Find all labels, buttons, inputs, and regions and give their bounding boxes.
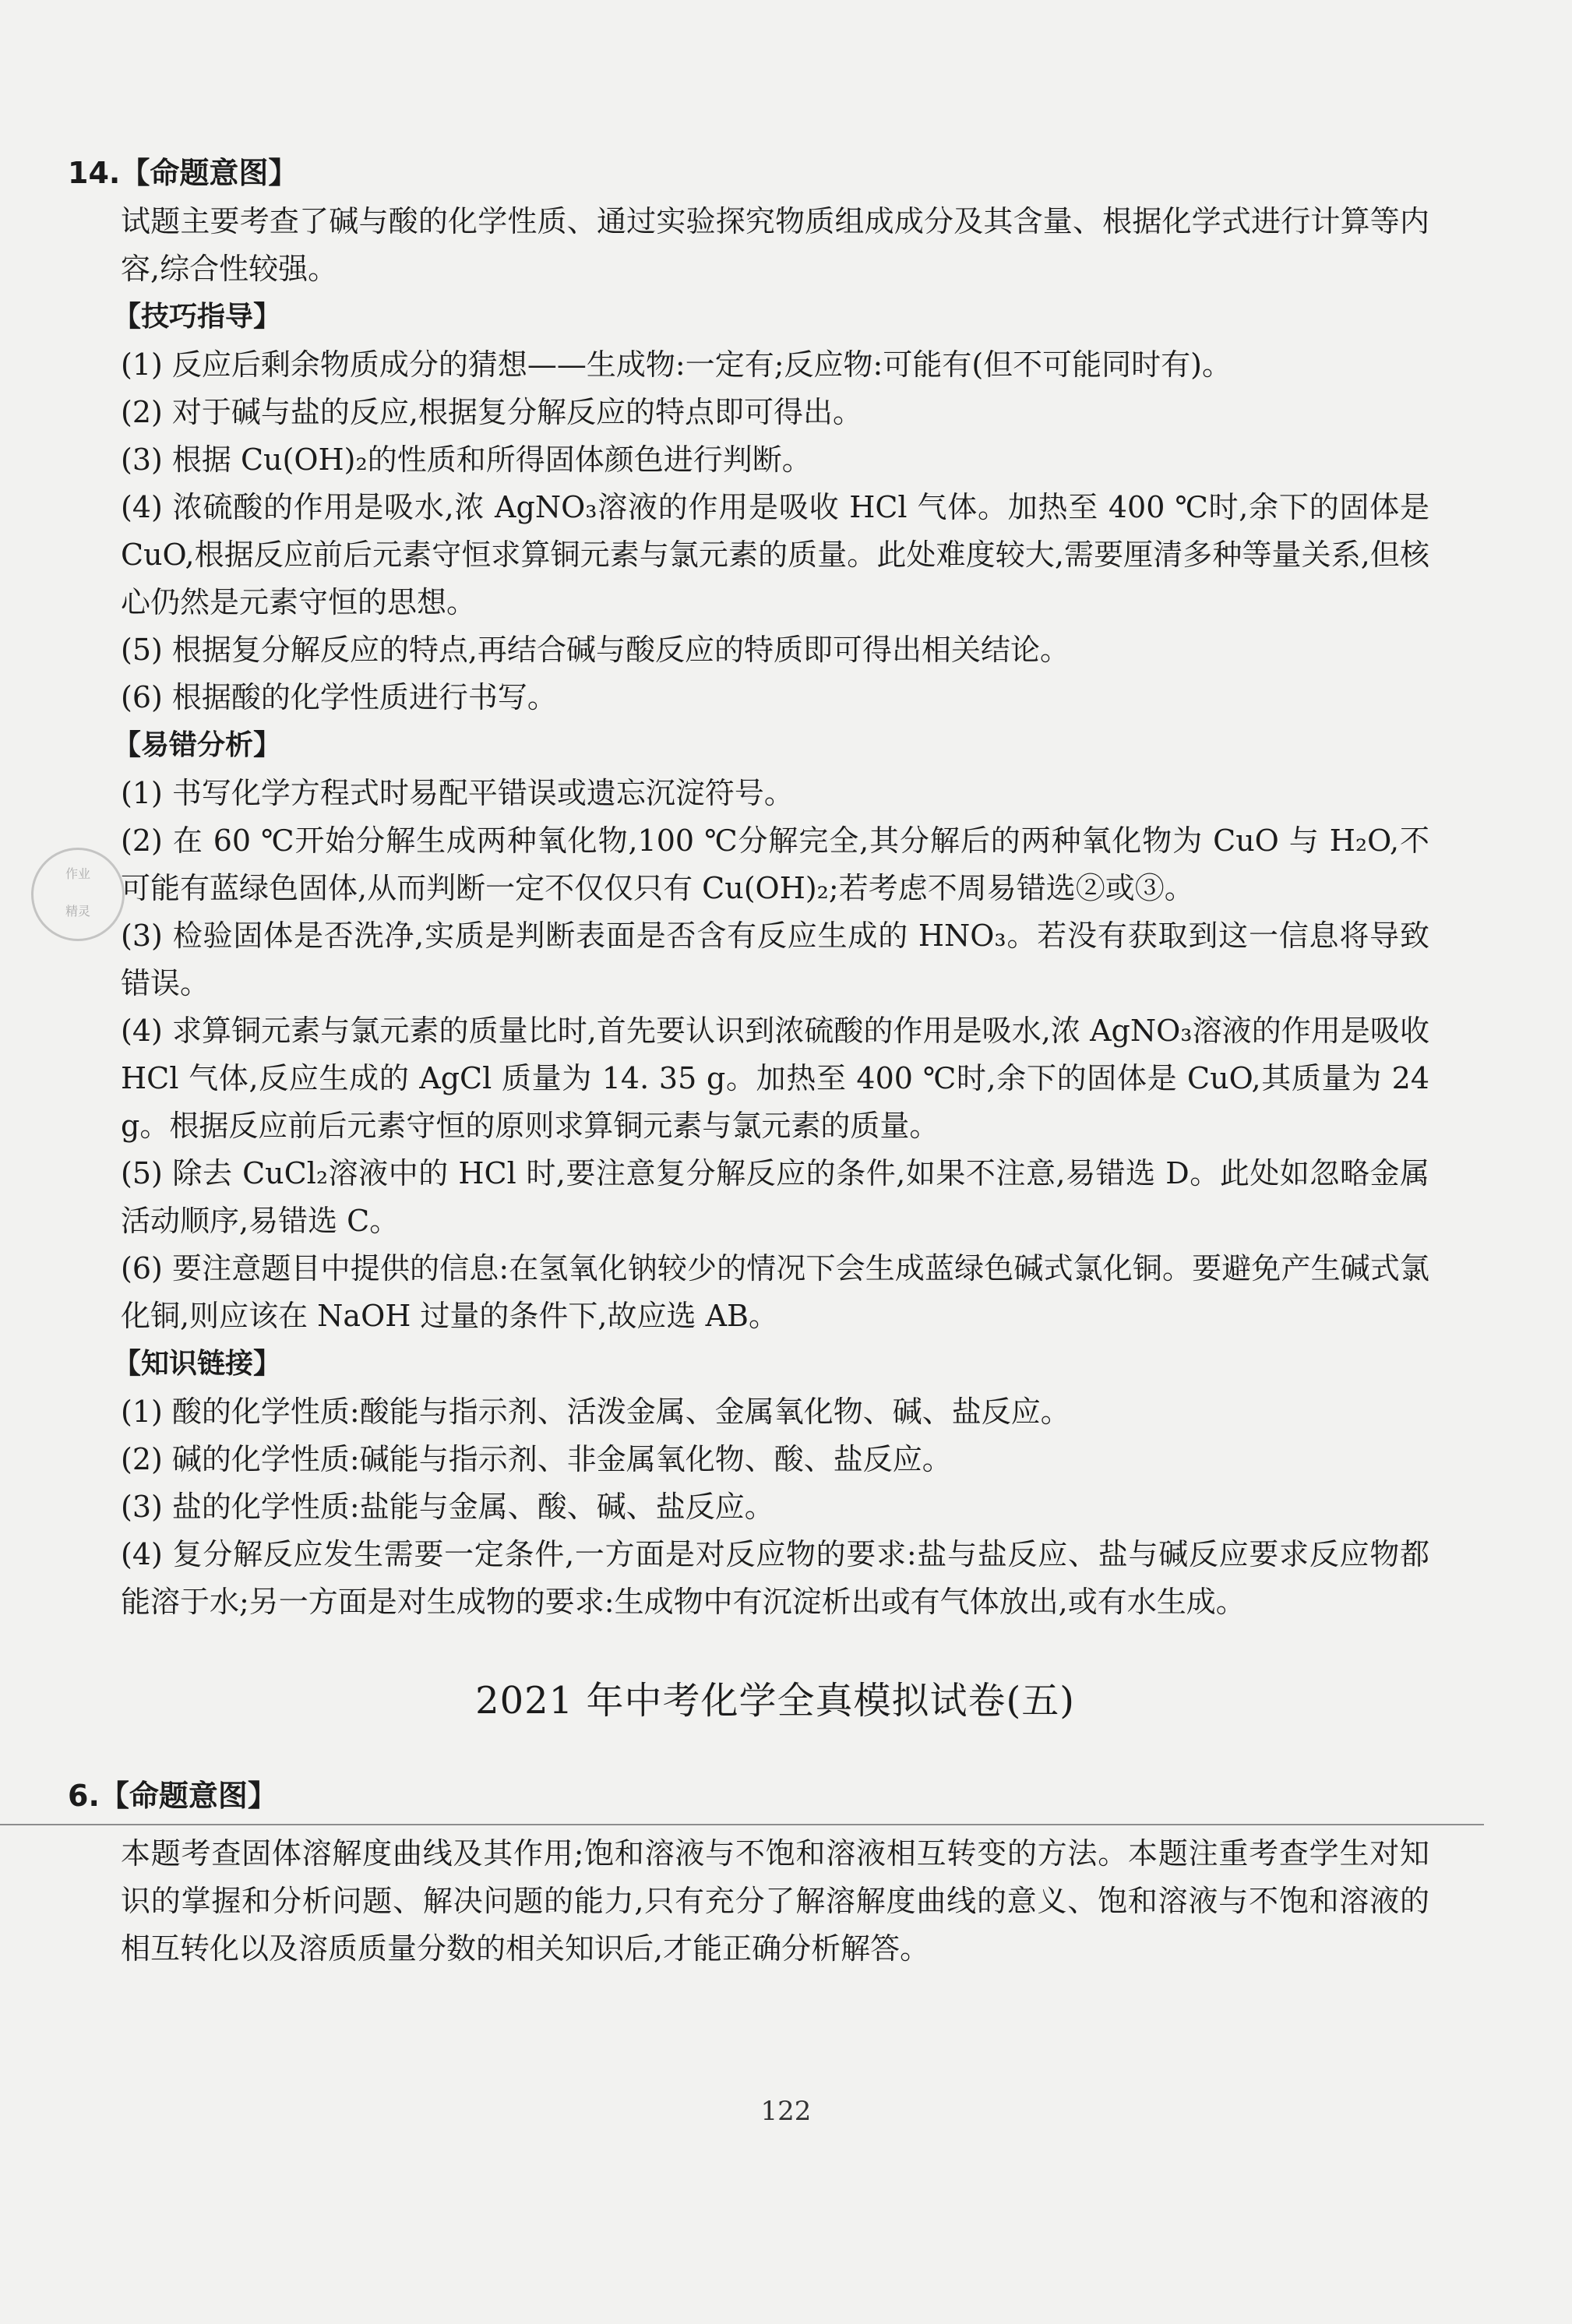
stamp-text-top: 作业 bbox=[65, 866, 90, 881]
error-item: (5) 除去 CuCl₂溶液中的 HCl 时,要注意复分解反应的条件,如果不注意,易错选 D。此处如忽略金属活动顺序,易错选 C。 bbox=[121, 1156, 1429, 1238]
tip-item: (2) 对于碱与盐的反应,根据复分解反应的特点即可得出。 bbox=[121, 395, 862, 429]
knowledge-item: (1) 酸的化学性质:酸能与指示剂、活泼金属、金属氧化物、碱、盐反应。 bbox=[121, 1395, 1070, 1429]
error-item: (3) 检验固体是否洗净,实质是判断表面是否含有反应生成的 HNO₃。若没有获取到这一信息将导致错误。 bbox=[121, 919, 1429, 1000]
tip-item: (6) 根据酸的化学性质进行书写。 bbox=[121, 680, 557, 714]
tip-item: (4) 浓硫酸的作用是吸水,浓 AgNO₃溶液的作用是吸收 HCl 气体。加热至 400 ℃时,余下的固体是 CuO,根据反应前后元素守恒求算铜元素与氯元素的质量。此处难度较大,需要厘清多种等量关系,但核心仍然是元素守恒的思想。 bbox=[121, 490, 1429, 619]
errors-heading: 【易错分析】 bbox=[113, 729, 282, 761]
q6-intent: 本题考查固体溶解度曲线及其作用;饱和溶液与不饱和溶液相互转变的方法。本题注重考查学生对知识的掌握和分析问题、解决问题的能力,只有充分了解溶解度曲线的意义、饱和溶液与不饱和溶液的相互转化以及溶质质量分数的相关知识后,才能正确分析解答。 bbox=[121, 1836, 1429, 1966]
tips-heading: 【技巧指导】 bbox=[113, 301, 282, 333]
error-item: (1) 书写化学方程式时易配平错误或遗忘沉淀符号。 bbox=[121, 776, 794, 810]
knowledge-item: (4) 复分解反应发生需要一定条件,一方面是对反应物的要求:盐与盐反应、盐与碱反应要求反应物都能溶于水;另一方面是对生成物的要求:生成物中有沉淀析出或有气体放出,或有水生成。 bbox=[121, 1537, 1429, 1619]
tip-item: (3) 根据 Cu(OH)₂的性质和所得固体颜色进行判断。 bbox=[121, 443, 812, 477]
knowledge-item: (3) 盐的化学性质:盐能与金属、酸、碱、盐反应。 bbox=[121, 1490, 774, 1524]
tip-item: (5) 根据复分解反应的特点,再结合碱与酸反应的特质即可得出相关结论。 bbox=[121, 633, 1070, 667]
tip-item: (1) 反应后剩余物质成分的猜想——生成物:一定有;反应物:可能有(但不可能同时有)。 bbox=[121, 347, 1232, 382]
knowledge-heading: 【知识链接】 bbox=[113, 1348, 282, 1380]
q14-heading: 14.【命题意图】 bbox=[68, 156, 298, 190]
page-number: 122 bbox=[760, 2096, 812, 2127]
knowledge-item: (2) 碱的化学性质:碱能与指示剂、非金属氧化物、酸、盐反应。 bbox=[121, 1442, 952, 1476]
error-item: (4) 求算铜元素与氯元素的质量比时,首先要认识到浓硫酸的作用是吸水,浓 AgNO₃溶液的作用是吸收 HCl 气体,反应生成的 AgCl 质量为 14. 35 g。加热至 400 ℃时,余下的固体是 CuO,其质量为 24 g。根据反应前后元素守恒的原则求算铜元素与氯元素的质量。 bbox=[121, 1014, 1429, 1143]
q6-heading: 6.【命题意图】 bbox=[68, 1779, 277, 1813]
divider bbox=[0, 1824, 1484, 1825]
error-item: (6) 要注意题目中提供的信息:在氢氧化钠较少的情况下会生成蓝绿色碱式氯化铜。要避免产生碱式氯化铜,则应该在 NaOH 过量的条件下,故应选 AB。 bbox=[121, 1251, 1429, 1333]
stamp-text-bottom: 精灵 bbox=[65, 904, 90, 919]
q14-intent: 试题主要考查了碱与酸的化学性质、通过实验探究物质组成成分及其含量、根据化学式进行计算等内容,综合性较强。 bbox=[121, 204, 1429, 286]
watermark-stamp bbox=[31, 848, 125, 941]
exam-title: 2021 年中考化学全真模拟试卷(五) bbox=[475, 1679, 1075, 1723]
error-item: (2) 在 60 ℃开始分解生成两种氧化物,100 ℃分解完全,其分解后的两种氧化物为 CuO 与 H₂O,不可能有蓝绿色固体,从而判断一定不仅仅只有 Cu(OH)₂;若考虑不周易错选②或③。 bbox=[121, 823, 1429, 905]
